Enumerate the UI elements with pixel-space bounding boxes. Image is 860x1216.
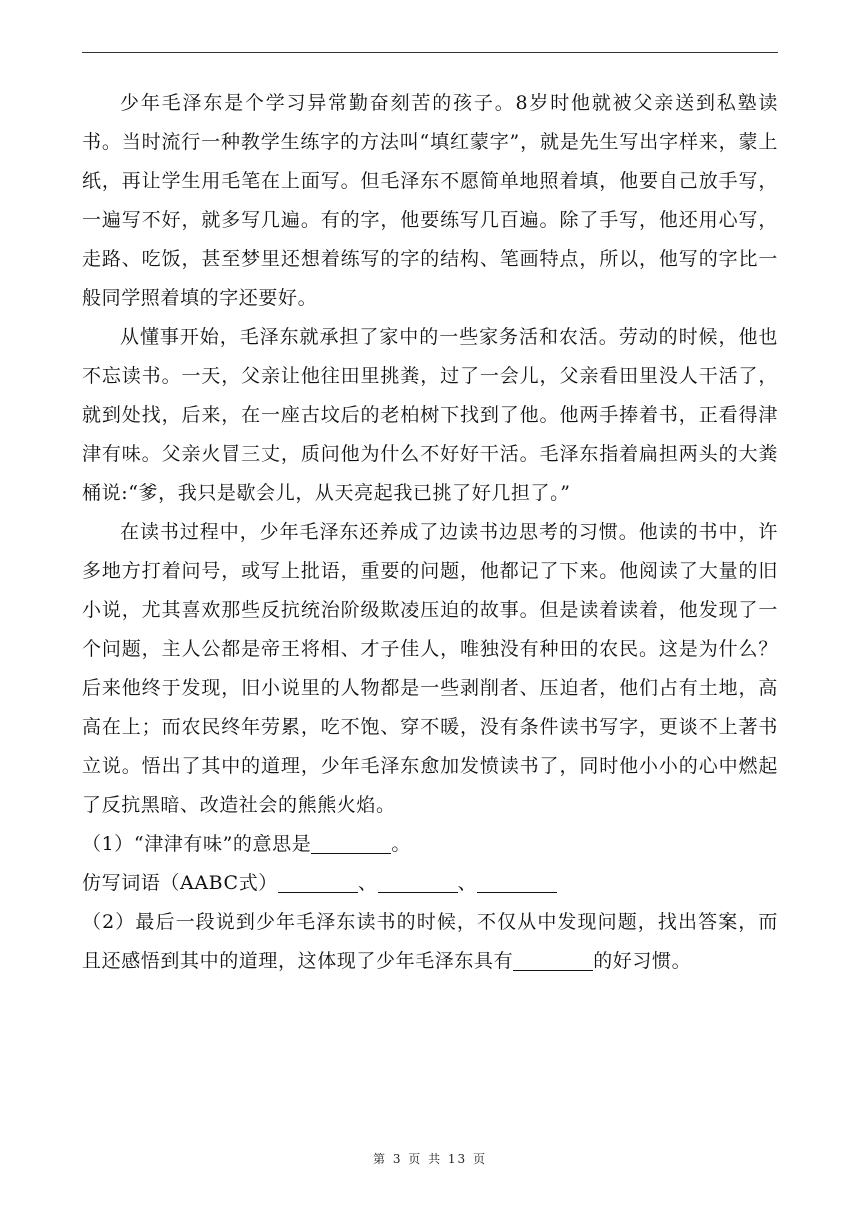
answer-blank-1[interactable] [311,829,391,854]
paragraph-3: 在读书过程中，少年毛泽东还养成了边读书边思考的习惯。他读的书中，许多地方打着问号，或写上批语，重要的问题，他都记了下来。他阅读了大量的旧小说，尤其喜欢那些反抗统治阶级欺凌压迫的故事。但是读着读着，他发现了一个问题，主人公都是帝王将相、才子佳人，唯独没有种田的农民。这是为什么？后来他终于发现，旧小说里的人物都是一些剥削者、压迫者，他们占有土地，高高在上；而农民终年劳累，吃不饱、穿不暖，没有条件读书写字，更谈不上著书立说。悟出了其中的道理，少年毛泽东愈加发愤读书了，同时他小小的心中燃起了反抗黑暗、改造社会的熊熊火焰。 [82,521,778,816]
answer-blank-3[interactable] [378,868,458,893]
paragraph-1: 少年毛泽东是个学习异常勤奋刻苦的孩子。8岁时他就被父亲送到私塾读书。当时流行一种教学生练字的方法叫“填红蒙字”，就是先生写出字样来，蒙上纸，再让学生用毛笔在上面写。但毛泽东不愿简单地照着填，他要自己放手写，一遍写不好，就多写几遍。有的字，他要练写几百遍。除了手写，他还用心写，走路、吃饭，甚至梦里还想着练写的字的结构、笔画特点，所以，他写的字比一般同学照着填的字还要好。 [82,92,778,309]
header-rule [82,52,778,53]
paragraph-2: 从懂事开始，毛泽东就承担了家中的一些家务活和农活。劳动的时候，他也不忘读书。一天，父亲让他往田里挑粪，过了一会儿，父亲看田里没人干活了，就到处找，后来，在一座古坟后的老柏树下找到了他。他两手捧着书，正看得津津有味。父亲火冒三丈，质问他为什么不好好干活。毛泽东指着扁担两头的大粪桶说:“爹，我只是歇会儿，从天亮起我已挑了好几担了。” [82,326,778,504]
question-2 [82,903,778,981]
question-2-prefix: （2）最后一段说到少年毛泽东读书的时候，不仅从中发现问题，找出答案，而且还感悟到其中的道理，这体现了少年毛泽东具有 [82,911,778,972]
answer-blank-5[interactable] [513,946,593,971]
answer-blank-2[interactable] [278,868,358,893]
separator-1: 、 [357,872,378,894]
imitate-question [82,864,778,903]
page-footer: 第 3 页 共 13 页 [373,1152,487,1166]
document-body [82,84,778,981]
separator-2: 、 [457,872,478,894]
question-1 [82,825,778,864]
answer-blank-4[interactable] [477,868,557,893]
imitate-label: 仿写词语（AABC式） [82,872,278,894]
question-1-prefix: （1）“津津有味”的意思是 [82,833,312,855]
question-1-suffix: 。 [391,833,411,855]
question-2-suffix: 的好习惯。 [593,950,692,972]
